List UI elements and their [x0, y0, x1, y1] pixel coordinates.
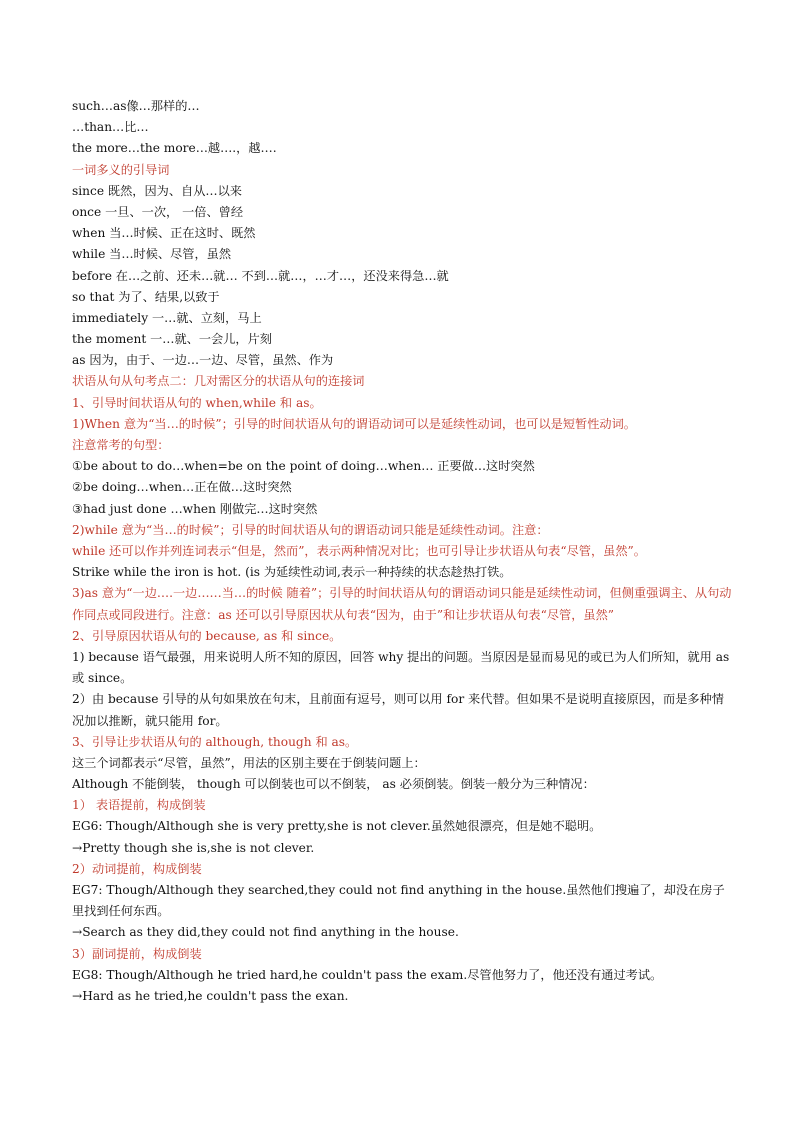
- list-heading: 1） 表语提前，构成倒装: [72, 798, 206, 813]
- text-line: immediately 一…就、立刻，马上: [72, 310, 262, 325]
- text-line: before 在…之前、还未…就… 不到…就…，…才…，还没来得急…就: [72, 268, 449, 283]
- text-line: the moment 一…就、一会儿，片刻: [72, 332, 272, 347]
- text-line: →Hard as he tried,he couldn't pass the exan.: [72, 989, 349, 1003]
- text-line: such…as像…那样的…: [72, 99, 200, 113]
- text-paragraph: 3)as 意为“一边….一边……当…的时候 随着”；引导的时间状语从句的谓语动词只能是延续性动词，但侧重强调主、从句动作同点或同段进行。注意：as 还可以引导原因状从句表“因为，由于”和让步状语从句表“尽管，虽然”: [72, 586, 732, 622]
- text-line: the more…the more…越….，越….: [72, 141, 277, 156]
- section-heading: 一词多义的引导词: [72, 162, 170, 177]
- text-line: Strike while the iron is hot. (is 为延续性动词,表示一种持续的状态趁热打铁。: [72, 565, 512, 580]
- text-line: 2)while 意为“当…的时候”；引导的时间状语从句的谓语动词只能是延续性动词。注意：: [72, 522, 549, 537]
- text-line: EG8: Though/Although he tried hard,he couldn't pass the exam.尽管他努力了，他还没有通过考试。: [72, 967, 663, 982]
- text-paragraph: 1) because 语气最强，用来说明人所不知的原因，回答 why 提出的问题。当原因是显而易见的或已为人们所知，就用 as 或 since。: [72, 649, 730, 686]
- list-heading: 2）动词提前，构成倒装: [72, 861, 202, 876]
- text-line: Although 不能倒装， though 可以倒装也可以不倒装， as 必须倒装。倒装一般分为三种情况：: [72, 777, 595, 792]
- text-line: →Pretty though she is,she is not clever.: [72, 840, 315, 855]
- list-heading: 3）副词提前，构成倒装: [72, 946, 202, 961]
- text-paragraph: 2）由 because 引导的从句如果放在句末，且前面有逗号，则可以用 for 来代替。但如果不是说明直接原因，而是多种情况加以推断，就只能用 for。: [72, 692, 724, 728]
- text-line: ①be about to do…when=be on the point of doing…when… 正要做…这时突然: [72, 459, 535, 474]
- subsection-heading: 1、引导时间状语从句的 when,while 和 as。: [72, 395, 322, 410]
- text-line: 这三个词都表示“尽管，虽然”，用法的区别主要在于倒装问题上：: [72, 755, 426, 770]
- text-line: 注意常考的句型：: [72, 438, 170, 452]
- text-line: EG6: Though/Although she is very pretty,she is not clever.虽然她很漂亮，但是她不聪明。: [72, 819, 602, 834]
- document-page: [72, 96, 732, 1007]
- subsection-heading: 3、引导让步状语从句的 although, though 和 as。: [72, 734, 358, 749]
- text-line: as 因为，由于、一边…一边、尽管，虽然、作为: [72, 353, 334, 368]
- text-line: when 当…时候、正在这时、既然: [72, 226, 256, 241]
- text-line: once 一旦、一次， 一倍、曾经: [72, 204, 244, 219]
- text-line: since 既然，因为、自从…以来: [72, 183, 242, 198]
- text-line: while 当…时候、尽管，虽然: [72, 247, 232, 262]
- text-line: ③had just done …when 刚做完…这时突然: [72, 501, 318, 516]
- text-line: while 还可以作并列连词表示“但是，然而”，表示两种情况对比；也可引导让步状语从句表“尽管，虽然”。: [72, 543, 646, 558]
- text-line: →Search as they did,they could not find anything in the house.: [72, 925, 459, 940]
- subsection-heading: 2、引导原因状语从句的 because, as 和 since。: [72, 628, 342, 643]
- section-heading: 状语从句从句考点二：几对需区分的状语从句的连接词: [72, 374, 365, 389]
- text-line: …than…比…: [72, 120, 149, 135]
- text-paragraph: EG7: Though/Although they searched,they could not find anything in the house.虽然他们搜遍了，却没在房子里找到任何东西。: [72, 883, 725, 919]
- text-line: 1)When 意为“当…的时候”；引导的时间状语从句的谓语动词可以是延续性动词，也可以是短暂性动词。: [72, 416, 636, 431]
- text-line: so that 为了、结果,以致于: [72, 289, 220, 304]
- text-line: ②be doing…when…正在做…这时突然: [72, 480, 292, 495]
